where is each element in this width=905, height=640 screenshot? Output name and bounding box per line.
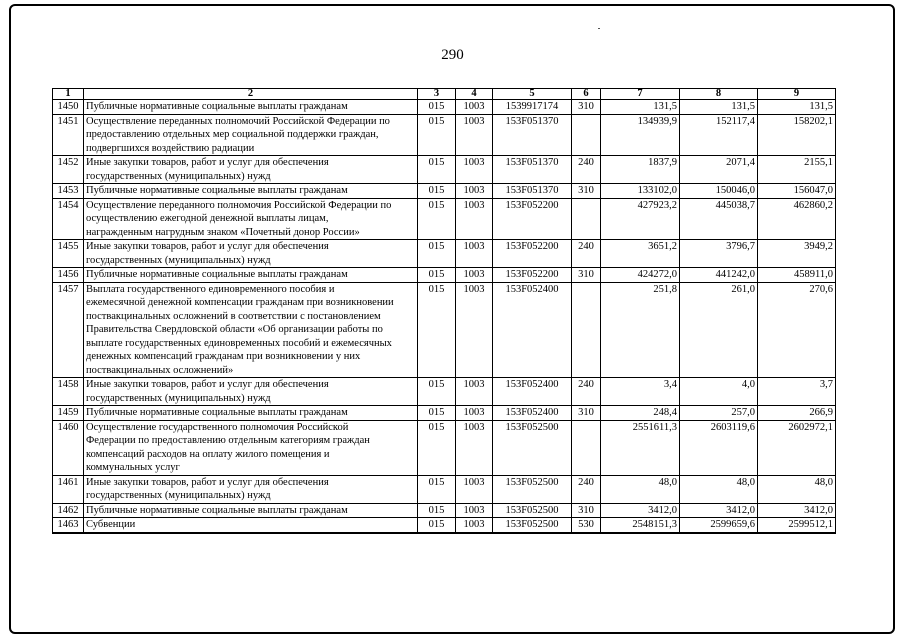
item-name-line: выплате государственных единовременных пособий и ежемесячных: [86, 337, 392, 349]
amount-year-3: 3949,2: [758, 240, 836, 268]
section-code: 1003: [456, 268, 493, 283]
item-name-line: Публичные нормативные социальные выплаты гражданам: [86, 504, 348, 516]
table-row: [53, 156, 836, 184]
item-name-line: Иные закупки товаров, работ и услуг для обеспечения: [86, 157, 329, 168]
expense-type-code: 530: [572, 518, 601, 533]
amount-year-2: 150046,0: [680, 184, 758, 199]
expense-type-code: 310: [572, 406, 601, 421]
ministry-code: 015: [418, 100, 456, 115]
target-article-code: 1539917174: [493, 100, 572, 115]
ministry-code: 015: [418, 156, 456, 184]
row-number: 1453: [53, 184, 84, 199]
item-name-line: Осуществление государственного полномочия Российской: [86, 421, 349, 433]
item-name-line: Осуществление переданного полномочия Российской Федерации по: [86, 199, 392, 211]
amount-year-1: 3,4: [601, 378, 680, 406]
target-article-code: 153F052200: [493, 268, 572, 283]
expense-type-code: 310: [572, 184, 601, 199]
row-number: 1455: [53, 240, 84, 268]
target-article-code: 153F052500: [493, 475, 572, 503]
item-name-line: Осуществление переданных полномочий Российской Федерации по: [86, 115, 390, 127]
ministry-code: 015: [418, 240, 456, 268]
item-name-cell: [84, 282, 418, 378]
amount-year-2: 131,5: [680, 100, 758, 115]
col-header-6: 6: [572, 89, 601, 100]
table-row: [53, 240, 836, 268]
table-row: [53, 420, 836, 475]
section-code: 1003: [456, 475, 493, 503]
table-row: [53, 114, 836, 156]
row-number: 1454: [53, 198, 84, 240]
row-number: 1459: [53, 406, 84, 421]
amount-year-2: 152117,4: [680, 114, 758, 156]
row-number: 1457: [53, 282, 84, 378]
item-name-cell: [84, 184, 418, 199]
ministry-code: 015: [418, 378, 456, 406]
row-number: 1450: [53, 100, 84, 115]
expense-type-code: 240: [572, 240, 601, 268]
section-code: 1003: [456, 240, 493, 268]
item-name-cell: [84, 420, 418, 475]
item-name-line: Субвенции: [86, 519, 136, 530]
amount-year-1: 131,5: [601, 100, 680, 115]
amount-year-3: 48,0: [758, 475, 836, 503]
target-article-code: 153F051370: [493, 184, 572, 199]
expense-type-code: 310: [572, 268, 601, 283]
section-code: 1003: [456, 503, 493, 518]
row-number: 1456: [53, 268, 84, 283]
item-name-line: Публичные нормативные социальные выплаты гражданам: [86, 101, 348, 112]
item-name-cell: [84, 518, 418, 533]
expense-type-code: [572, 420, 601, 475]
item-name-line: Публичные нормативные социальные выплаты гражданам: [86, 407, 348, 418]
item-name-cell: [84, 268, 418, 283]
section-code: 1003: [456, 378, 493, 406]
section-code: 1003: [456, 114, 493, 156]
item-name-line: награжденным нагрудным знаком «Почетный донор России»: [86, 226, 360, 238]
item-name-line: поствакцинальных осложнений в соответствии с постановлением: [86, 310, 381, 322]
target-article-code: 153F052500: [493, 420, 572, 475]
target-article-code: 153F052400: [493, 378, 572, 406]
table-row: [53, 184, 836, 199]
item-name-line: коммунальных услуг: [86, 462, 180, 473]
amount-year-2: 2071,4: [680, 156, 758, 184]
amount-year-3: 131,5: [758, 100, 836, 115]
target-article-code: 153F052400: [493, 406, 572, 421]
table-body: [53, 100, 836, 533]
amount-year-2: 445038,7: [680, 198, 758, 240]
expense-type-code: [572, 282, 601, 378]
item-name-line: государственных (муниципальных) нужд: [86, 254, 271, 266]
amount-year-2: 3412,0: [680, 503, 758, 518]
item-name-line: государственных (муниципальных) нужд: [86, 490, 271, 501]
amount-year-2: 3796,7: [680, 240, 758, 268]
amount-year-1: 3651,2: [601, 240, 680, 268]
item-name-cell: [84, 503, 418, 518]
amount-year-1: 424272,0: [601, 268, 680, 283]
item-name-cell: [84, 406, 418, 421]
expense-type-code: 240: [572, 156, 601, 184]
amount-year-3: 462860,2: [758, 198, 836, 240]
budget-table: [52, 88, 836, 534]
amount-year-2: 261,0: [680, 282, 758, 378]
ministry-code: 015: [418, 420, 456, 475]
item-name-cell: [84, 114, 418, 156]
section-code: 1003: [456, 184, 493, 199]
section-code: 1003: [456, 420, 493, 475]
amount-year-2: 257,0: [680, 406, 758, 421]
item-name-line: Иные закупки товаров, работ и услуг для обеспечения: [86, 379, 329, 390]
table-row: [53, 282, 836, 378]
section-code: 1003: [456, 518, 493, 533]
amount-year-1: 134939,9: [601, 114, 680, 156]
col-header-5: 5: [493, 89, 572, 100]
item-name-line: подвергшихся воздействию радиации: [86, 142, 255, 154]
ministry-code: 015: [418, 282, 456, 378]
item-name-cell: [84, 198, 418, 240]
ministry-code: 015: [418, 114, 456, 156]
item-name-line: осуществлению ежегодной денежной выплаты лицам,: [86, 213, 329, 224]
amount-year-3: 2599512,1: [758, 518, 836, 533]
amount-year-3: 3412,0: [758, 503, 836, 518]
ministry-code: 015: [418, 475, 456, 503]
expense-type-code: 310: [572, 100, 601, 115]
ministry-code: 015: [418, 198, 456, 240]
target-article-code: 153F052200: [493, 240, 572, 268]
item-name-line: денежных компенсаций гражданам при возникновении у них: [86, 351, 361, 362]
item-name-cell: [84, 100, 418, 115]
col-header-3: 3: [418, 89, 456, 100]
amount-year-2: 2603119,6: [680, 420, 758, 475]
item-name-line: Публичные нормативные социальные выплаты гражданам: [86, 269, 348, 280]
section-code: 1003: [456, 406, 493, 421]
amount-year-1: 248,4: [601, 406, 680, 421]
table-row: [53, 475, 836, 503]
expense-type-code: 240: [572, 378, 601, 406]
row-number: 1452: [53, 156, 84, 184]
col-header-8: 8: [680, 89, 758, 100]
row-number: 1451: [53, 114, 84, 156]
target-article-code: 153F052400: [493, 282, 572, 378]
scan-speck: [598, 28, 600, 29]
table-row: [53, 406, 836, 421]
row-number: 1461: [53, 475, 84, 503]
amount-year-1: 48,0: [601, 475, 680, 503]
row-number: 1462: [53, 503, 84, 518]
amount-year-1: 427923,2: [601, 198, 680, 240]
section-code: 1003: [456, 156, 493, 184]
amount-year-3: 158202,1: [758, 114, 836, 156]
item-name-cell: [84, 475, 418, 503]
target-article-code: 153F052500: [493, 503, 572, 518]
ministry-code: 015: [418, 518, 456, 533]
item-name-line: Иные закупки товаров, работ и услуг для обеспечения: [86, 241, 329, 252]
target-article-code: 153F052500: [493, 518, 572, 533]
amount-year-1: 133102,0: [601, 184, 680, 199]
item-name-line: Федерации по предоставлению отдельным категориям граждан: [86, 435, 370, 446]
amount-year-1: 251,8: [601, 282, 680, 378]
amount-year-3: 3,7: [758, 378, 836, 406]
amount-year-1: 3412,0: [601, 503, 680, 518]
amount-year-2: 48,0: [680, 475, 758, 503]
col-header-7: 7: [601, 89, 680, 100]
table-row: [53, 518, 836, 533]
item-name-line: государственных (муниципальных) нужд: [86, 392, 271, 404]
table-row: [53, 503, 836, 518]
table-row: [53, 268, 836, 283]
section-code: 1003: [456, 198, 493, 240]
table-row: [53, 378, 836, 406]
amount-year-1: 1837,9: [601, 156, 680, 184]
expense-type-code: [572, 198, 601, 240]
col-header-9: 9: [758, 89, 836, 100]
page-number: 290: [441, 47, 464, 63]
expense-type-code: 240: [572, 475, 601, 503]
col-header-4: 4: [456, 89, 493, 100]
amount-year-3: 270,6: [758, 282, 836, 378]
expense-type-code: [572, 114, 601, 156]
amount-year-3: 156047,0: [758, 184, 836, 199]
item-name-cell: [84, 156, 418, 184]
amount-year-3: 266,9: [758, 406, 836, 421]
expense-type-code: 310: [572, 503, 601, 518]
amount-year-3: 458911,0: [758, 268, 836, 283]
target-article-code: 153F052200: [493, 198, 572, 240]
amount-year-2: 4,0: [680, 378, 758, 406]
item-name-line: государственных (муниципальных) нужд: [86, 170, 271, 182]
col-header-2: 2: [84, 89, 418, 100]
item-name-line: Правительства Свердловской области «Об организации работы по: [86, 324, 383, 335]
amount-year-3: 2602972,1: [758, 420, 836, 475]
row-number: 1463: [53, 518, 84, 533]
section-code: 1003: [456, 100, 493, 115]
item-name-line: Публичные нормативные социальные выплаты гражданам: [86, 185, 348, 196]
row-number: 1458: [53, 378, 84, 406]
item-name-line: Выплата государственного единовременного пособия и: [86, 283, 335, 295]
table-row: [53, 100, 836, 115]
row-number: 1460: [53, 420, 84, 475]
amount-year-2: 441242,0: [680, 268, 758, 283]
item-name-line: поствакцинальных осложнений»: [86, 364, 234, 376]
col-header-1: 1: [53, 89, 84, 100]
item-name-line: Иные закупки товаров, работ и услуг для обеспечения: [86, 476, 329, 488]
item-name-cell: [84, 378, 418, 406]
amount-year-3: 2155,1: [758, 156, 836, 184]
ministry-code: 015: [418, 184, 456, 199]
ministry-code: 015: [418, 406, 456, 421]
amount-year-2: 2599659,6: [680, 518, 758, 533]
ministry-code: 015: [418, 503, 456, 518]
header-row: [53, 89, 836, 100]
item-name-line: ежемесячной денежной компенсации гражданам при возникновении: [86, 297, 394, 308]
item-name-cell: [84, 240, 418, 268]
ministry-code: 015: [418, 268, 456, 283]
amount-year-1: 2548151,3: [601, 518, 680, 533]
section-code: 1003: [456, 282, 493, 378]
target-article-code: 153F051370: [493, 156, 572, 184]
item-name-line: предоставлению отдельных мер социальной поддержки граждан,: [86, 129, 379, 140]
table-row: [53, 198, 836, 240]
target-article-code: 153F051370: [493, 114, 572, 156]
item-name-line: компенсаций расходов на оплату жилого помещения и: [86, 448, 330, 460]
amount-year-1: 2551611,3: [601, 420, 680, 475]
